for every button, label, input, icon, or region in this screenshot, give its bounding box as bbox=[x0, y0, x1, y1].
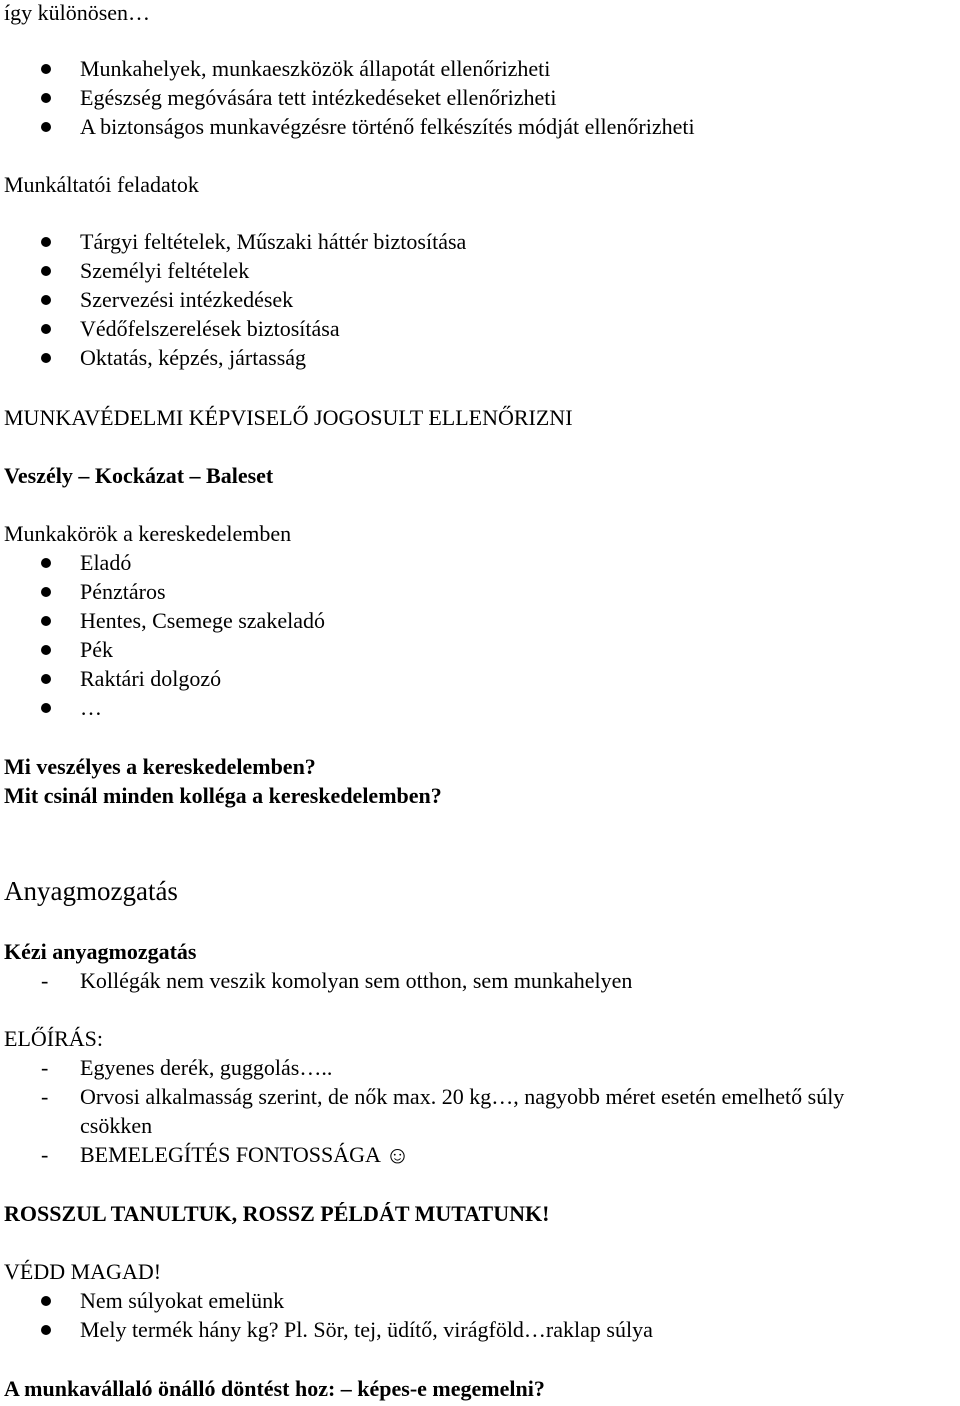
inspector-item-2: Egészség megóvására tett intézkedéseket ellenőrizheti bbox=[80, 85, 557, 110]
employer-item-1: Tárgyi feltételek, Műszaki háttér biztosítása bbox=[80, 229, 467, 254]
inspector-item-3: A biztonságos munkavégzésre történő felkészítés módját ellenőrizheti bbox=[80, 114, 695, 139]
bullet-icon bbox=[41, 1296, 51, 1306]
rep-heading: MUNKAVÉDELMI KÉPVISELŐ JOGOSULT ELLENŐRIZNI bbox=[4, 405, 573, 430]
rule-item-1: Egyenes derék, guggolás….. bbox=[80, 1055, 333, 1080]
protect-item-1: Nem súlyokat emelünk bbox=[80, 1288, 285, 1313]
employer-heading: Munkáltatói feladatok bbox=[4, 172, 199, 197]
bullet-icon bbox=[41, 558, 51, 568]
manual-item: Kollégák nem veszik komolyan sem otthon, sem munkahelyen bbox=[80, 968, 633, 993]
bullet-icon bbox=[41, 295, 51, 305]
job-item-3: Hentes, Csemege szakeladó bbox=[80, 608, 325, 633]
jobs-heading: Munkakörök a kereskedelemben bbox=[4, 521, 292, 546]
dash-marker: - bbox=[41, 1055, 49, 1080]
job-item-5: Raktári dolgozó bbox=[80, 666, 222, 691]
manual-heading: Kézi anyagmozgatás bbox=[4, 939, 197, 964]
bad-example: ROSSZUL TANULTUK, ROSSZ PÉLDÁT MUTATUNK! bbox=[4, 1201, 550, 1226]
bullet-icon bbox=[41, 674, 51, 684]
question-1: Mi veszélyes a kereskedelemben? bbox=[4, 754, 316, 779]
rule-item-2: Orvosi alkalmasság szerint, de nők max. 20 kg…, nagyobb méret esetén emelhető súly bbox=[80, 1084, 845, 1109]
bullet-icon bbox=[41, 353, 51, 363]
risk-line: Veszély – Kockázat – Baleset bbox=[4, 463, 274, 488]
employer-item-4: Védőfelszerelések biztosítása bbox=[80, 316, 340, 341]
employer-item-2: Személyi feltételek bbox=[80, 258, 250, 283]
job-item-2: Pénztáros bbox=[80, 579, 166, 604]
bullet-icon bbox=[41, 1325, 51, 1335]
dash-marker: - bbox=[41, 968, 49, 993]
bullet-icon bbox=[41, 266, 51, 276]
bullet-icon bbox=[41, 93, 51, 103]
bullet-icon bbox=[41, 64, 51, 74]
bullet-icon bbox=[41, 237, 51, 247]
protect-heading: VÉDD MAGAD! bbox=[4, 1259, 162, 1284]
bullet-icon bbox=[41, 587, 51, 597]
inspector-item-1: Munkahelyek, munkaeszközök állapotát ellenőrizheti bbox=[80, 56, 551, 81]
bullet-icon bbox=[41, 703, 51, 713]
job-item-4: Pék bbox=[80, 637, 113, 662]
dash-marker: - bbox=[41, 1142, 49, 1167]
section-title: Anyagmozgatás bbox=[4, 876, 178, 906]
rule-item-3-text: BEMELEGÍTÉS FONTOSSÁGA bbox=[80, 1142, 380, 1167]
bullet-icon bbox=[41, 324, 51, 334]
employer-item-3: Szervezési intézkedések bbox=[80, 287, 294, 312]
bullet-icon bbox=[41, 122, 51, 132]
closing-line: A munkavállaló önálló döntést hoz: – képes-e megemelni? bbox=[4, 1376, 545, 1401]
dash-marker: - bbox=[41, 1084, 49, 1109]
bullet-icon bbox=[41, 645, 51, 655]
rule-item-2-cont: csökken bbox=[80, 1113, 153, 1138]
rule-item-3 bbox=[80, 1142, 410, 1169]
rule-heading: ELŐÍRÁS: bbox=[4, 1026, 103, 1051]
intro-line: így különösen… bbox=[4, 0, 151, 25]
employer-item-5: Oktatás, képzés, jártasság bbox=[80, 345, 307, 370]
smiley-icon: ☺ bbox=[385, 1143, 410, 1169]
job-item-1: Eladó bbox=[80, 550, 132, 575]
protect-item-2: Mely termék hány kg? Pl. Sör, tej, üdítő, virágföld…raklap súlya bbox=[80, 1317, 653, 1342]
bullet-icon bbox=[41, 616, 51, 626]
question-2: Mit csinál minden kolléga a kereskedelemben? bbox=[4, 783, 442, 808]
job-item-6: … bbox=[80, 695, 102, 720]
